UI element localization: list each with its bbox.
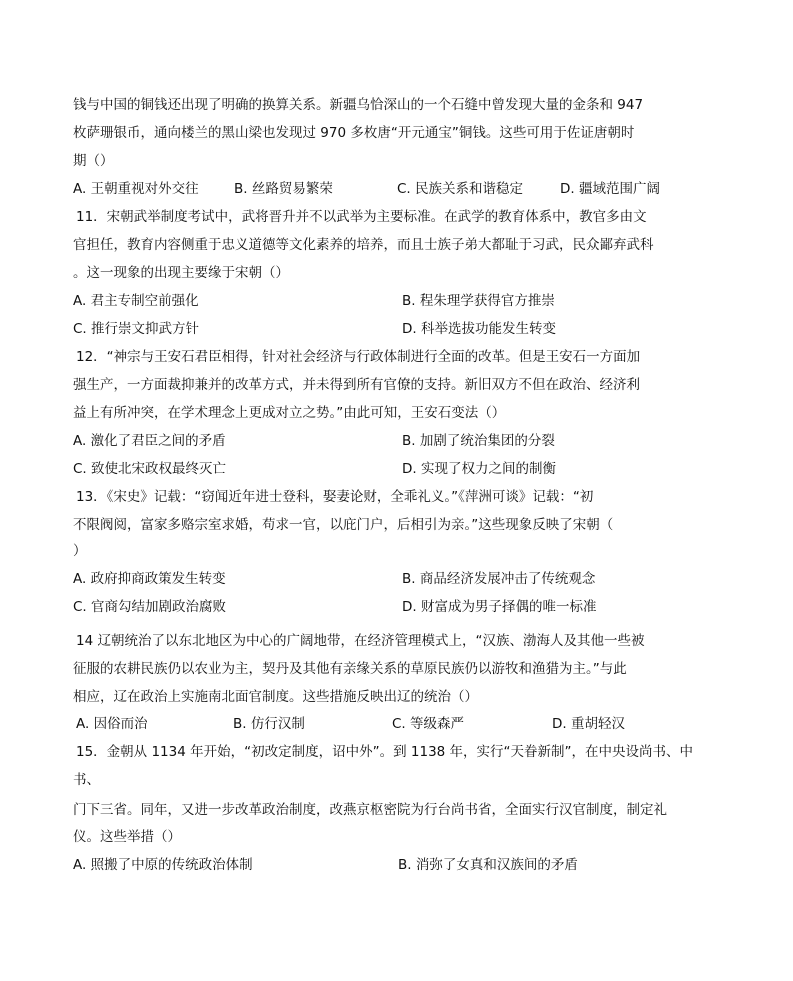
option-a[interactable]: A. 君主专制空前强化 [73,293,199,309]
question-text-line: 仪。这些举措（） [73,829,181,845]
option-d[interactable]: D. 财富成为男子择偶的唯一标准 [402,599,597,615]
question-text-line: 益上有所冲突，在学术理念上更成对立之势。”由此可知，王安石变法（） [73,405,506,421]
question-text-line: 枚萨珊银币，通向楼兰的黑山梁也发现过 970 多枚唐“开元通宝”铜钱。这些可用于佐证唐朝时 [73,125,635,141]
question-text-line: 征服的农耕民族仍以农业为主，契丹及其他有亲缘关系的草原民族仍以游牧和渔猎为主。”与此 [73,661,627,677]
question-11-stem: 11．宋朝武举制度考试中，武将晋升并不以武举为主要标准。在武学的教育体系中，教官多由文 [76,209,647,225]
option-b[interactable]: B. 商品经济发展冲击了传统观念 [402,571,596,587]
option-d[interactable]: D. 科举选拔功能发生转变 [402,321,556,337]
question-12-stem: 12．“神宗与王安石君臣相得，针对社会经济与行政体制进行全面的改革。但是王安石一方面加 [76,349,641,365]
option-b[interactable]: B. 仿行汉制 [233,716,305,732]
question-text-line: 钱与中国的铜钱还出现了明确的换算关系。新疆乌恰深山的一个石缝中曾发现大量的金条和 947 [73,97,644,113]
question-15-stem: 15．金朝从 1134 年开始，“初改定制度，诏中外”。到 1138 年，实行“天眷新制”，在中央设尚书、中 [76,744,694,760]
option-b[interactable]: B. 丝路贸易繁荣 [234,181,333,197]
option-c[interactable]: C. 民族关系和谐稳定 [397,181,524,197]
question-text-line: 不限阀阅，富家多赂宗室求婚，苟求一官，以庇门户，后相引为亲。”这些现象反映了宋朝（ [73,517,614,533]
option-b[interactable]: B. 消弥了女真和汉族间的矛盾 [398,857,578,873]
question-text-line: 强生产，一方面裁抑兼并的改革方式，并未得到所有官僚的支持。新旧双方不但在政治、经济利 [73,377,640,393]
question-text-line: ） [73,543,87,559]
option-a[interactable]: A. 激化了君臣之间的矛盾 [73,433,226,449]
question-text-line: 期（） [73,153,114,169]
option-a[interactable]: A. 因俗而治 [76,716,148,732]
question-text-line: 。这一现象的出现主要缘于宋朝（） [73,265,289,281]
option-b[interactable]: B. 程朱理学获得官方推崇 [402,293,555,309]
option-a[interactable]: A. 政府抑商政策发生转变 [73,571,226,587]
option-d[interactable]: D. 重胡轻汉 [552,716,625,732]
question-text-line: 门下三省。同年，又进一步改革政治制度，改燕京枢密院为行台尚书省，全面实行汉官制度，制定礼 [73,802,667,818]
question-13-stem: 13．《宋史》记载：“窃闻近年进士登科，娶妻论财，全乖礼义。”《萍洲可谈》记载：“初 [76,489,594,505]
question-text-line: 相应，辽在政治上实施南北面官制度。这些措施反映出辽的统治（） [73,689,478,705]
option-d[interactable]: D. 疆域范围广阔 [560,181,660,197]
option-c[interactable]: C. 致使北宋政权最终灭亡 [73,461,227,477]
question-text-line: 书、 [73,772,100,788]
question-text-line: 官担任，教育内容侧重于忠义道德等文化素养的培养，而且士族子弟大都耻于习武，民众鄙弃武科 [73,237,654,253]
option-c[interactable]: C. 官商勾结加剧政治腐败 [73,599,227,615]
question-14-stem: 14 辽朝统治了以东北地区为中心的广阔地带，在经济管理模式上，“汉族、渤海人及其他一些被 [76,633,645,649]
option-c[interactable]: C. 等级森严 [392,716,465,732]
option-a[interactable]: A. 王朝重视对外交往 [73,181,199,197]
option-a[interactable]: A. 照搬了中原的传统政治体制 [73,857,253,873]
option-c[interactable]: C. 推行崇文抑武方针 [73,321,200,337]
option-b[interactable]: B. 加剧了统治集团的分裂 [402,433,555,449]
option-d[interactable]: D. 实现了权力之间的制衡 [402,461,556,477]
